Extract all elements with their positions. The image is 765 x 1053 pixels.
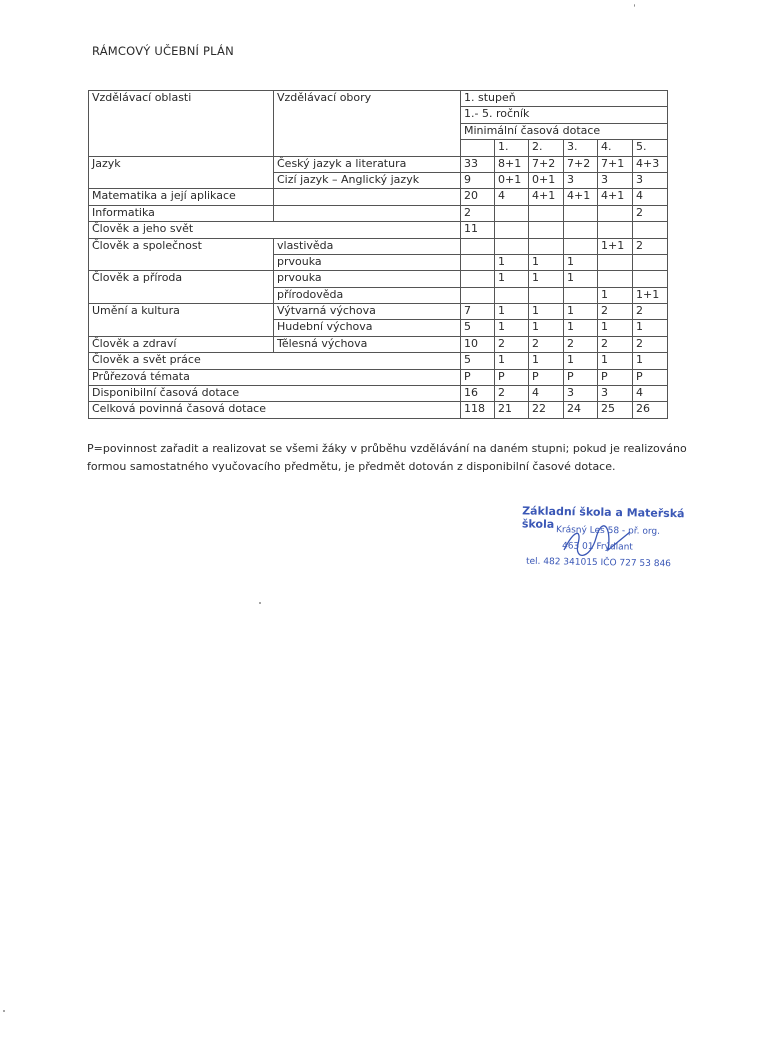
table-cell: 7+2 xyxy=(564,156,598,172)
table-row xyxy=(89,156,668,172)
obor-cell: prvouka xyxy=(274,271,461,287)
table-cell: 1 xyxy=(529,320,564,336)
oblast-cell: Umění a kultura xyxy=(89,304,274,337)
table-cell: 3 xyxy=(633,172,668,188)
table-cell xyxy=(529,238,564,254)
table-cell: P xyxy=(529,369,564,385)
table-cell xyxy=(598,222,633,238)
table-cell: 1 xyxy=(529,271,564,287)
table-cell: 4 xyxy=(633,189,668,205)
table-cell: 1 xyxy=(529,353,564,369)
table-cell xyxy=(495,205,529,221)
oblast-cell: Celková povinná časová dotace xyxy=(89,402,461,418)
table-cell: 21 xyxy=(495,402,529,418)
table-cell: 1 xyxy=(564,304,598,320)
table-cell xyxy=(633,222,668,238)
table-cell: 2 xyxy=(495,336,529,352)
table-row xyxy=(89,304,668,320)
table-row xyxy=(89,336,668,352)
table-cell: 1+1 xyxy=(633,287,668,303)
oblast-cell: Disponibilní časová dotace xyxy=(89,386,461,402)
oblast-cell: Člověk a svět práce xyxy=(89,353,461,369)
table-cell: 1 xyxy=(495,353,529,369)
table-cell: 1 xyxy=(564,271,598,287)
table-cell: 2 xyxy=(633,205,668,221)
year-header: 4. xyxy=(598,140,633,156)
table-cell: P xyxy=(564,369,598,385)
table-cell xyxy=(461,140,495,156)
table-row xyxy=(89,353,668,369)
table-cell: 1 xyxy=(633,320,668,336)
table-cell xyxy=(564,205,598,221)
table-cell xyxy=(461,287,495,303)
table-cell: 2 xyxy=(461,205,495,221)
obor-cell: přírodověda xyxy=(274,287,461,303)
stamp-line-3: 463 01 Frýdlant xyxy=(561,541,633,553)
scan-speck xyxy=(3,1010,5,1012)
table-row xyxy=(89,91,668,107)
table-cell: 9 xyxy=(461,172,495,188)
table-cell: 22 xyxy=(529,402,564,418)
oblast-cell: Průřezová témata xyxy=(89,369,461,385)
obor-cell xyxy=(274,205,461,221)
oblast-cell: Člověk a společnost xyxy=(89,238,274,271)
table-cell: 4 xyxy=(495,189,529,205)
table-cell: 1 xyxy=(564,320,598,336)
table-cell xyxy=(495,222,529,238)
table-cell: 33 xyxy=(461,156,495,172)
table-cell xyxy=(564,287,598,303)
table-row xyxy=(89,222,668,238)
table-cell: 16 xyxy=(461,386,495,402)
obor-cell: prvouka xyxy=(274,254,461,270)
header-dotace: Minimální časová dotace xyxy=(461,123,668,139)
table-cell: 7+1 xyxy=(598,156,633,172)
header-stupen: 1. stupeň xyxy=(461,91,668,107)
table-cell: P xyxy=(598,369,633,385)
footnote: P=povinnost zařadit a realizovat se všemi žáky v průběhu vzdělávání na daném stupni; pokud je realizováno formou samostatného vyučovacího předmětu, je předmět dotován z disponibilní časové dotace. xyxy=(87,442,687,473)
table-cell: 2 xyxy=(633,238,668,254)
obor-cell: Český jazyk a literatura xyxy=(274,156,461,172)
table-cell: 3 xyxy=(564,172,598,188)
year-header: 5. xyxy=(633,140,668,156)
table-cell: 5 xyxy=(461,320,495,336)
table-cell: 2 xyxy=(529,336,564,352)
scan-speck xyxy=(634,4,635,7)
table-cell: 0+1 xyxy=(529,172,564,188)
table-cell xyxy=(598,205,633,221)
table-cell: 8+1 xyxy=(495,156,529,172)
table-cell: 1 xyxy=(495,320,529,336)
table-cell: 1 xyxy=(529,304,564,320)
oblast-cell: Člověk a jeho svět xyxy=(89,222,461,238)
table-cell xyxy=(564,238,598,254)
oblast-cell: Člověk a příroda xyxy=(89,271,274,304)
table-cell: 1 xyxy=(495,254,529,270)
table-cell: 20 xyxy=(461,189,495,205)
table-cell: 4 xyxy=(633,386,668,402)
table-cell: 1 xyxy=(529,254,564,270)
table-cell: 4 xyxy=(529,386,564,402)
table-cell: 2 xyxy=(598,304,633,320)
table-cell xyxy=(598,254,633,270)
table-cell: 2 xyxy=(633,304,668,320)
table-cell: 1 xyxy=(495,271,529,287)
table-row xyxy=(89,271,668,287)
table-cell: P xyxy=(495,369,529,385)
curriculum-table xyxy=(88,90,668,419)
year-header: 1. xyxy=(495,140,529,156)
oblast-cell: Matematika a její aplikace xyxy=(89,189,274,205)
table-row xyxy=(89,369,668,385)
table-cell: 3 xyxy=(598,172,633,188)
table-cell: 0+1 xyxy=(495,172,529,188)
table-cell: 2 xyxy=(598,336,633,352)
stamp-line-4: tel. 482 341015 IČO 727 53 846 xyxy=(525,556,672,570)
table-cell xyxy=(529,287,564,303)
table-cell xyxy=(495,287,529,303)
table-cell: 10 xyxy=(461,336,495,352)
table-cell: 2 xyxy=(564,336,598,352)
oblast-cell: Informatika xyxy=(89,205,274,221)
scan-speck xyxy=(259,602,261,604)
table-row xyxy=(89,402,668,418)
table-row xyxy=(89,386,668,402)
table-cell: P xyxy=(461,369,495,385)
table-cell: 1 xyxy=(564,353,598,369)
table-cell: 2 xyxy=(495,386,529,402)
obor-cell: Cizí jazyk – Anglický jazyk xyxy=(274,172,461,188)
table-cell: 11 xyxy=(461,222,495,238)
table-cell: 1 xyxy=(564,254,598,270)
table-cell xyxy=(461,254,495,270)
signature-scribble xyxy=(560,520,640,570)
table-cell: 118 xyxy=(461,402,495,418)
stamp-line-1: Základní škola a Mateřská škola xyxy=(521,504,685,531)
obor-cell xyxy=(274,189,461,205)
table-cell: 1+1 xyxy=(598,238,633,254)
table-cell xyxy=(633,271,668,287)
table-cell xyxy=(529,222,564,238)
page-title: RÁMCOVÝ UČEBNÍ PLÁN xyxy=(92,44,234,58)
table-cell: 1 xyxy=(598,320,633,336)
table-cell: 3 xyxy=(598,386,633,402)
table-cell: 1 xyxy=(598,353,633,369)
table-cell: 1 xyxy=(598,287,633,303)
table-cell: 4+1 xyxy=(564,189,598,205)
year-header: 2. xyxy=(529,140,564,156)
table-cell: 24 xyxy=(564,402,598,418)
header-oblasti: Vzdělávací oblasti xyxy=(89,91,274,157)
table-cell xyxy=(564,222,598,238)
table-cell xyxy=(495,238,529,254)
year-header: 3. xyxy=(564,140,598,156)
header-rocnik: 1.- 5. ročník xyxy=(461,107,668,123)
table-cell: 2 xyxy=(633,336,668,352)
table-cell xyxy=(633,254,668,270)
table-cell: 4+1 xyxy=(598,189,633,205)
table-cell xyxy=(461,271,495,287)
obor-cell: vlastivěda xyxy=(274,238,461,254)
table-row xyxy=(89,238,668,254)
table-cell: 25 xyxy=(598,402,633,418)
obor-cell: Hudební výchova xyxy=(274,320,461,336)
table-cell: 4+1 xyxy=(529,189,564,205)
table-cell: 7 xyxy=(461,304,495,320)
oblast-cell: Jazyk xyxy=(89,156,274,189)
table-cell xyxy=(529,205,564,221)
table-row xyxy=(89,205,668,221)
table-cell: 5 xyxy=(461,353,495,369)
table-cell xyxy=(598,271,633,287)
oblast-cell: Člověk a zdraví xyxy=(89,336,274,352)
table-cell: 3 xyxy=(564,386,598,402)
obor-cell: Tělesná výchova xyxy=(274,336,461,352)
header-obory: Vzdělávací obory xyxy=(274,91,461,157)
table-cell xyxy=(461,238,495,254)
obor-cell: Výtvarná výchova xyxy=(274,304,461,320)
table-cell: P xyxy=(633,369,668,385)
stamp-line-2: Krásný Les 58 - př. org. xyxy=(555,525,661,537)
table-cell: 26 xyxy=(633,402,668,418)
table-cell: 4+3 xyxy=(633,156,668,172)
table-cell: 7+2 xyxy=(529,156,564,172)
table-cell: 1 xyxy=(633,353,668,369)
table-cell: 1 xyxy=(495,304,529,320)
table-row xyxy=(89,189,668,205)
